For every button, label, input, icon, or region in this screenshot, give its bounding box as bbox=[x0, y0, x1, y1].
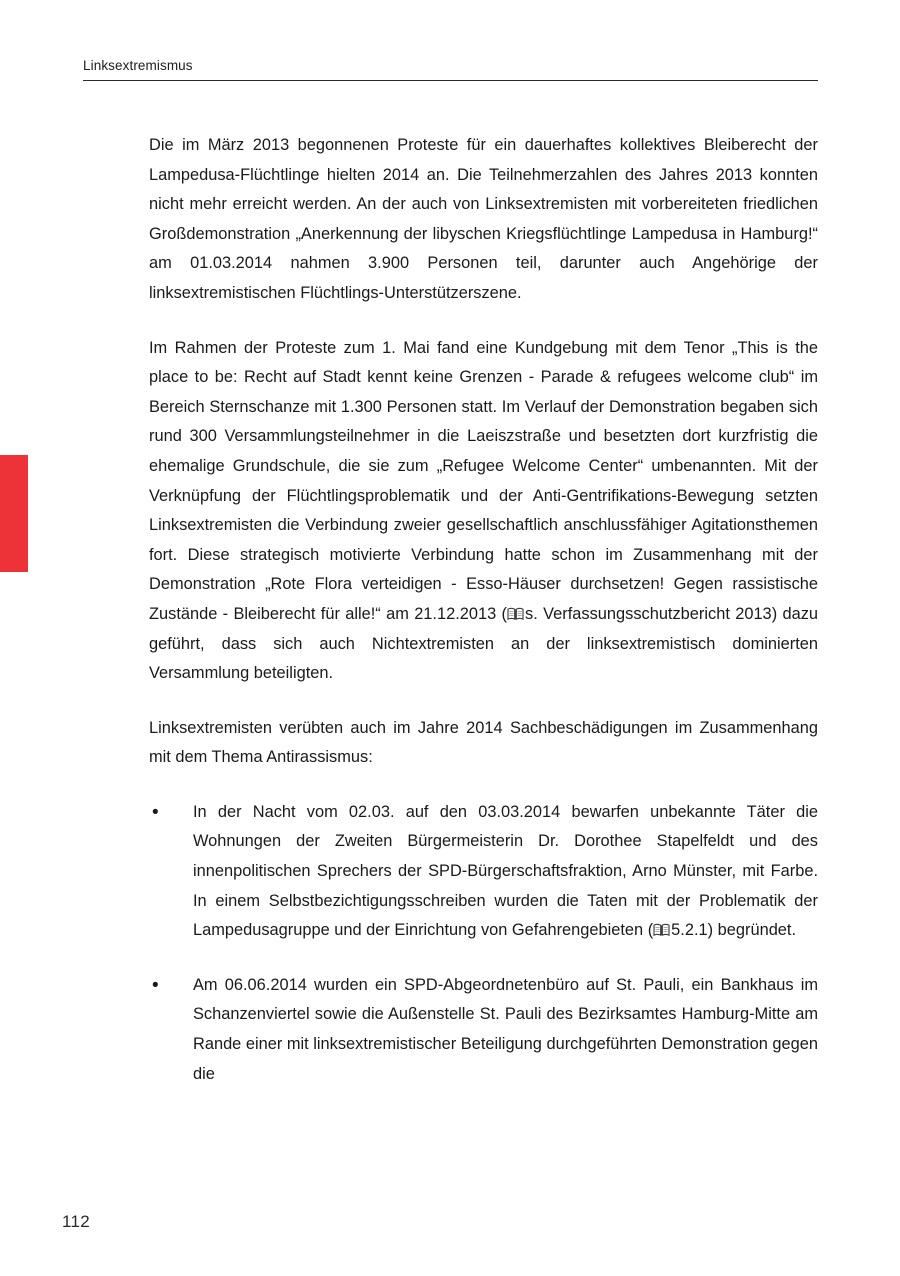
chapter-color-tab bbox=[0, 455, 28, 572]
bullet-marker-icon: • bbox=[152, 801, 159, 823]
running-head bbox=[83, 57, 818, 81]
bullet-2-text-a: Am 06.06.2014 wurden ein SPD-Abgeordnetenbüro auf St. Pauli, ein Bankhaus im Schanzenviertel sowie die Außenstelle St. Pauli des Bezirksamtes Hamburg-Mitte am Rande einer mit linksextremistischer Beteiligung durchgeführten Demonstration gegen die bbox=[193, 975, 818, 1083]
paragraph-1-text: Die im März 2013 begonnenen Proteste für ein dauerhaftes kollektives Bleiberecht der Lampedusa-Flüchtlinge hielten 2014 an. Die Teilnehmerzahlen des Jahres 2013 konnten nicht mehr erreicht werden. An der auch von Linksextremisten mit vorbereiteten friedlichen Großdemonstration „Anerkennung der libyschen Kriegsflüchtlinge Lampedusa in Hamburg!“ am 01.03.2014 nahmen 3.900 Personen teil, darunter auch Angehörige der linksextremistischen Flüchtlings-Unterstützerszene. bbox=[149, 136, 818, 302]
open-book-icon bbox=[653, 923, 670, 937]
paragraph-2-text-a: Im Rahmen der Proteste zum 1. Mai fand eine Kundgebung mit dem Tenor „This is the place to be: Recht auf Stadt kennt keine Grenzen - Parade & refugees welcome club“ im Bereich Sternschanze mit 1.300 Personen statt. Im Verlauf der Demonstration begaben sich rund 300 Versammlungsteilnehmer in die Laeiszstraße und besetzten dort kurzfristig die ehemalige Grundschule, die sie zum „Refugee Welcome Center“ umbenannten. Mit der Verknüpfung der Flüchtlingsproblematik und der Anti-Gentrifikations-Bewegung setzten Linksextremisten die Verbindung zweier gesellschaftlich anschlussfähiger Agitationsthemen fort. Diese strategisch motivierte Verbindung hatte schon im Zusammenhang mit der Demonstration „Rote Flora verteidigen - Esso-Häuser durchsetzen! Gegen rassistische Zustände - Bleiberecht für alle!“ am 21.12.2013 ( bbox=[149, 338, 818, 623]
bullet-marker-icon: • bbox=[152, 974, 159, 996]
running-head-rule bbox=[83, 80, 818, 81]
page-number: 112 bbox=[62, 1212, 91, 1231]
paragraph-2-text-b: ) dazu geführt, dass sich auch Nichtextremisten an der linksextremistisch dominierten Versammlung beteiligten. bbox=[149, 604, 819, 683]
list-item bbox=[149, 798, 818, 946]
bullet-1-text-a: In der Nacht vom 02.03. auf den 03.03.2014 bewarfen unbekannte Täter die Wohnungen der Zweiten Bürgermeisterin Dr. Dorothee Stapelfeldt und des innenpolitischen Sprechers der SPD-Bürgerschaftsfraktion, Arno Münster, mit Farbe. In einem Selbstbezichtigungsschreiben wurden die Taten mit der Problematik der Lampedusagruppe und der Einrichtung von Gefahrengebieten ( bbox=[193, 802, 818, 940]
incident-list bbox=[149, 798, 818, 1089]
paragraph-3-text: Linksextremisten verübten auch im Jahre 2014 Sachbeschädigungen im Zusammenhang mit dem Thema Antirassismus: bbox=[149, 718, 818, 767]
body-content bbox=[149, 131, 818, 1089]
list-item bbox=[149, 971, 818, 1089]
paragraph-mayday-rally bbox=[149, 334, 818, 689]
open-book-icon bbox=[507, 607, 524, 621]
bullet-1-reference-link[interactable]: 5.2.1 bbox=[671, 921, 708, 940]
paragraph-antiracism-intro bbox=[149, 714, 818, 773]
paragraph-lampedusa-protests bbox=[149, 131, 818, 309]
bullet-1-text-b: ) begründet. bbox=[707, 921, 797, 940]
paragraph-2-reference-link[interactable]: s. Verfassungsschutzbericht 2013 bbox=[525, 604, 772, 623]
running-head-title: Linksextremismus bbox=[83, 58, 193, 73]
